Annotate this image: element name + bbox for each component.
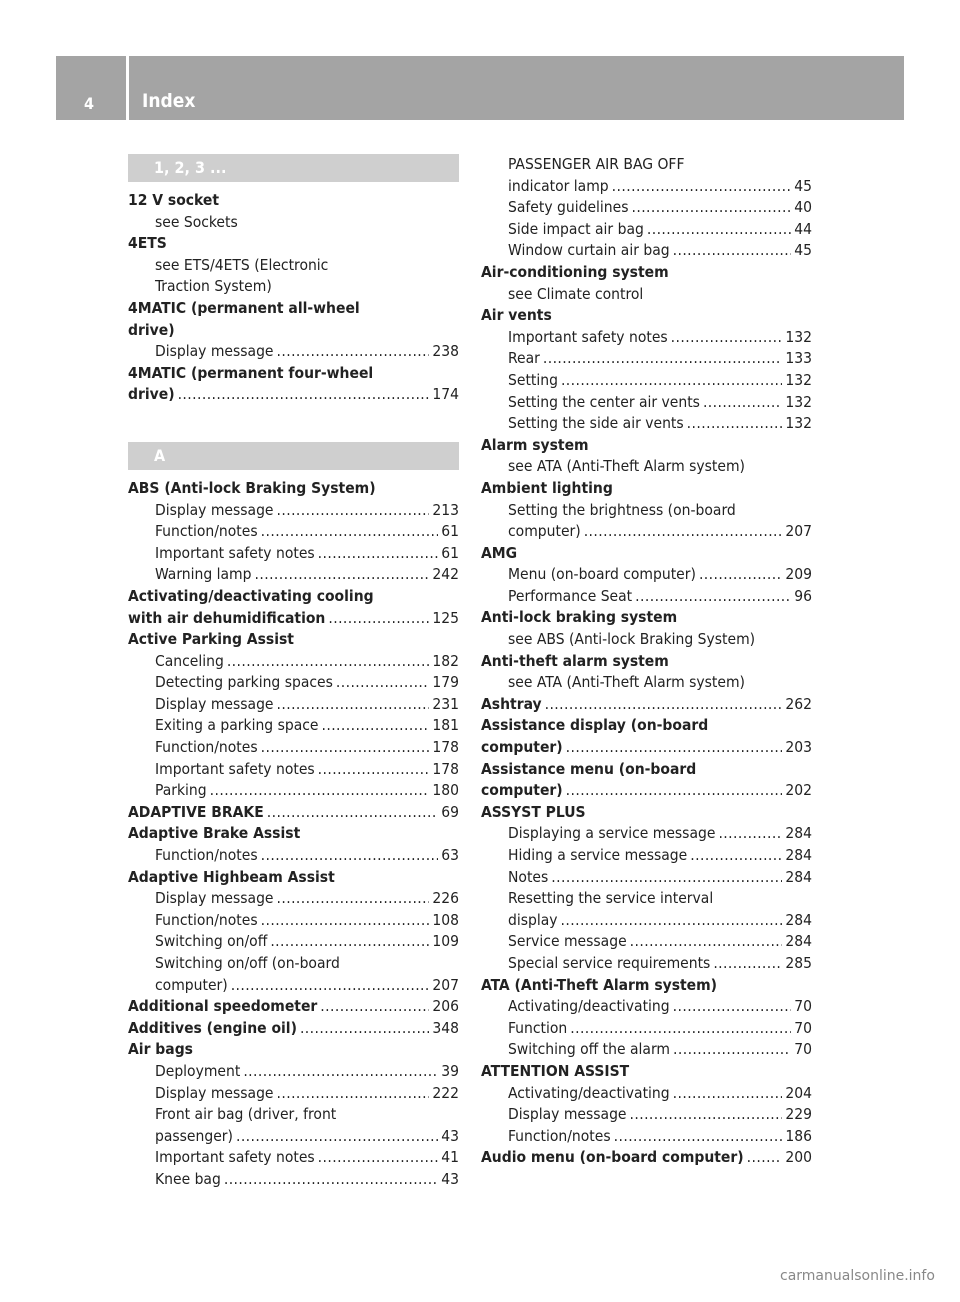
dot-leader (551, 867, 782, 889)
index-subentry[interactable] (481, 1126, 812, 1148)
index-subentry[interactable] (128, 341, 459, 363)
dot-leader (673, 1083, 783, 1105)
index-subentry[interactable] (481, 1039, 812, 1061)
dot-leader (277, 341, 430, 363)
page-reference[interactable]: 207 (785, 522, 812, 541)
index-entry[interactable] (481, 1147, 812, 1169)
dot-leader (673, 1039, 791, 1061)
page-reference[interactable]: 204 (785, 1083, 812, 1102)
entry-label: Performance Seat (508, 586, 633, 605)
dot-leader (630, 1104, 783, 1126)
page-reference[interactable]: 180 (432, 781, 459, 800)
entry-label: indicator lamp (508, 176, 609, 195)
page-reference[interactable]: 242 (432, 565, 459, 584)
entry-label: Audio menu (on-board computer) (481, 1148, 744, 1167)
entry-label: Activating/deactivating (508, 1083, 670, 1102)
index-subentry: Traction System) (155, 277, 272, 296)
dot-leader (690, 845, 782, 867)
index-subentry[interactable] (128, 715, 459, 737)
page-reference[interactable]: 178 (432, 738, 459, 757)
entry-label: Exiting a parking space (155, 716, 319, 735)
dot-leader (699, 564, 782, 586)
index-subentry: Setting the brightness (on-board (508, 500, 736, 519)
page-reference[interactable]: 284 (785, 867, 812, 886)
dot-leader (671, 327, 783, 349)
dot-leader (631, 197, 791, 219)
page-reference[interactable]: 203 (785, 738, 812, 757)
page-reference[interactable]: 200 (785, 1148, 812, 1167)
entry-label: Detecting parking spaces (155, 673, 333, 692)
index-entry[interactable] (128, 996, 459, 1018)
index-entry: ASSYST PLUS (481, 802, 586, 821)
page-reference[interactable]: 70 (794, 997, 812, 1016)
index-subentry[interactable] (128, 651, 459, 673)
entry-label: Display message (155, 500, 274, 519)
page-reference[interactable]: 213 (432, 500, 459, 519)
index-subentry: see ATA (Anti-Theft Alarm system) (508, 673, 745, 692)
entry-label: computer) (508, 522, 581, 541)
index-subentry[interactable] (128, 564, 459, 586)
page-reference[interactable]: 109 (432, 932, 459, 951)
page-header (56, 56, 904, 120)
index-subentry[interactable] (481, 370, 812, 392)
index-subentry: Resetting the service interval (508, 889, 714, 908)
index-subentry[interactable] (128, 543, 459, 565)
index-entry: 4MATIC (permanent four-wheel (128, 363, 374, 382)
entry-label: Function (508, 1018, 568, 1037)
entry-label: Side impact air bag (508, 219, 644, 238)
dot-leader (318, 1147, 439, 1169)
index-subentry[interactable] (128, 1147, 459, 1169)
index-subentry[interactable] (481, 240, 812, 262)
entry-label: Displaying a service message (508, 824, 716, 843)
page-reference[interactable]: 132 (785, 327, 812, 346)
index-column-left (128, 154, 459, 1191)
entry-label: Function/notes (508, 1126, 611, 1145)
index-entry: Alarm system (481, 435, 589, 454)
index-subentry[interactable] (128, 737, 459, 759)
page-reference[interactable]: 44 (794, 219, 812, 238)
dot-leader (570, 1018, 791, 1040)
page-reference[interactable]: 285 (785, 953, 812, 972)
entry-label: Notes (508, 867, 549, 886)
dot-leader (231, 975, 430, 997)
entry-label: ADAPTIVE BRAKE (128, 802, 264, 821)
index-subentry[interactable] (481, 931, 812, 953)
index-entry: 4MATIC (permanent all-wheel (128, 298, 360, 317)
entry-label: Function/notes (155, 522, 258, 541)
dot-leader (703, 392, 782, 414)
index-entry[interactable] (481, 737, 812, 759)
entry-label: Parking (155, 781, 207, 800)
entry-label: Switching off the alarm (508, 1040, 670, 1059)
index-entry: Adaptive Highbeam Assist (128, 867, 335, 886)
page-reference[interactable]: 63 (441, 846, 459, 865)
index-entry[interactable] (128, 608, 459, 630)
page-reference[interactable]: 229 (785, 1105, 812, 1124)
dot-leader (261, 521, 439, 543)
dot-leader (321, 715, 429, 737)
entry-label: Canceling (155, 651, 224, 670)
index-entry: Ambient lighting (481, 478, 613, 497)
index-subentry[interactable] (481, 392, 812, 414)
entry-label: Rear (508, 349, 540, 368)
page-number: 4 (84, 94, 95, 113)
page-reference[interactable]: 284 (785, 846, 812, 864)
index-subentry[interactable] (481, 564, 812, 586)
entry-label: Setting the center air vents (508, 392, 700, 411)
index-subentry[interactable] (481, 327, 812, 349)
dot-leader (318, 543, 439, 565)
entry-label: Function/notes (155, 846, 258, 865)
entry-label: Hiding a service message (508, 846, 688, 864)
index-entry: Assistance menu (on-board (481, 759, 697, 778)
dot-leader (561, 910, 783, 932)
page-reference[interactable]: 40 (794, 198, 812, 217)
dot-leader (566, 737, 783, 759)
index-entry: Anti-theft alarm system (481, 651, 669, 670)
watermark: carmanualsonline.info (780, 1268, 935, 1284)
index-subentry[interactable] (481, 867, 812, 889)
dot-leader (718, 823, 782, 845)
dot-leader (224, 1169, 438, 1191)
page-reference[interactable]: 284 (785, 824, 812, 843)
index-subentry[interactable] (481, 176, 812, 198)
index-subentry[interactable] (481, 996, 812, 1018)
index-subentry[interactable] (481, 1104, 812, 1126)
entry-label: Window curtain air bag (508, 241, 670, 260)
dot-leader (673, 240, 792, 262)
index-entry: ABS (Anti-lock Braking System) (128, 478, 376, 497)
page-reference[interactable]: 231 (432, 694, 459, 713)
page-reference[interactable]: 132 (785, 370, 812, 389)
index-subentry[interactable] (481, 953, 812, 975)
index-subentry[interactable] (128, 1169, 459, 1191)
index-subentry[interactable] (128, 694, 459, 716)
page-reference[interactable]: 348 (432, 1018, 459, 1037)
index-subentry[interactable] (481, 521, 812, 543)
entry-label: Function/notes (155, 910, 258, 929)
section-header: A (128, 442, 459, 470)
entry-label: Activating/deactivating (508, 997, 670, 1016)
index-subentry[interactable] (481, 219, 812, 241)
page-reference[interactable]: 238 (432, 342, 459, 361)
page-reference[interactable]: 284 (785, 932, 812, 951)
dot-leader (673, 996, 792, 1018)
index-subentry: see ETS/4ETS (Electronic (155, 255, 329, 274)
page-reference[interactable]: 96 (794, 586, 812, 605)
index-subentry[interactable] (128, 500, 459, 522)
entry-label: Setting (508, 370, 558, 389)
index-entry: drive) (128, 320, 175, 339)
index-entry[interactable] (481, 780, 812, 802)
entry-label: Safety guidelines (508, 198, 629, 217)
entry-label: Display message (155, 889, 274, 908)
index-subentry[interactable] (128, 888, 459, 910)
page-reference[interactable]: 41 (441, 1148, 459, 1167)
index-subentry[interactable] (481, 348, 812, 370)
page-reference[interactable]: 39 (441, 1061, 459, 1080)
page-reference[interactable]: 186 (785, 1126, 812, 1145)
index-subentry: see Climate control (508, 284, 644, 303)
page-title: Index (142, 90, 196, 112)
index-subentry[interactable] (128, 521, 459, 543)
page-reference[interactable]: 132 (785, 414, 812, 433)
dot-leader (687, 413, 783, 435)
header-divider (126, 56, 129, 120)
dot-leader (630, 931, 783, 953)
index-subentry[interactable] (128, 931, 459, 953)
dot-leader (713, 953, 782, 975)
index-entry[interactable] (128, 384, 459, 406)
index-subentry: see ABS (Anti-lock Braking System) (508, 630, 756, 649)
entry-label: computer) (155, 975, 228, 994)
page-reference[interactable]: 45 (794, 176, 812, 195)
index-subentry[interactable] (481, 413, 812, 435)
dot-leader (277, 888, 430, 910)
dot-leader (561, 370, 782, 392)
index-entry: 4ETS (128, 234, 167, 253)
dot-leader (243, 1061, 438, 1083)
page-reference[interactable]: 43 (441, 1169, 459, 1188)
index-subentry[interactable] (128, 910, 459, 932)
page-reference[interactable]: 70 (794, 1018, 812, 1037)
dot-leader (255, 564, 430, 586)
dot-leader (261, 737, 430, 759)
index-entry: Assistance display (on-board (481, 716, 709, 735)
index-entry: Air-conditioning system (481, 262, 669, 281)
page-reference[interactable]: 70 (794, 1040, 812, 1059)
dot-leader (210, 780, 430, 802)
entry-label: Menu (on-board computer) (508, 565, 696, 584)
dot-leader (261, 910, 430, 932)
page-reference[interactable]: 45 (794, 241, 812, 260)
entry-label: Display message (155, 1083, 274, 1102)
page-reference[interactable]: 206 (432, 997, 459, 1016)
page-reference[interactable]: 61 (441, 543, 459, 562)
dot-leader (267, 802, 439, 824)
index-subentry[interactable] (481, 1018, 812, 1040)
entry-label: Service message (508, 932, 627, 951)
dot-leader (277, 1083, 430, 1105)
page-reference[interactable]: 226 (432, 889, 459, 908)
index-entry: 12 V socket (128, 191, 220, 209)
dot-leader (270, 931, 429, 953)
dot-leader (277, 694, 430, 716)
page-reference[interactable]: 132 (785, 392, 812, 411)
index-entry: Active Parking Assist (128, 630, 294, 649)
index-subentry[interactable] (128, 672, 459, 694)
index-subentry[interactable] (481, 845, 812, 867)
page-reference[interactable]: 182 (432, 651, 459, 670)
index-subentry[interactable] (128, 1061, 459, 1083)
section-header: 1, 2, 3 ... (128, 154, 459, 182)
index-entry[interactable] (128, 802, 459, 824)
entry-label: Display message (155, 342, 274, 361)
entry-label: Display message (508, 1105, 627, 1124)
entry-label: Setting the side air vents (508, 414, 684, 433)
index-entry: Air bags (128, 1040, 193, 1059)
index-subentry[interactable] (128, 1126, 459, 1148)
page-reference[interactable]: 174 (432, 385, 459, 404)
index-subentry[interactable] (128, 1083, 459, 1105)
page-reference[interactable]: 222 (432, 1083, 459, 1102)
entry-label: computer) (481, 738, 563, 757)
page-reference[interactable]: 207 (432, 975, 459, 994)
dot-leader (566, 780, 783, 802)
dot-leader (647, 219, 791, 241)
entry-label: Display message (155, 694, 274, 713)
entry-label: Important safety notes (155, 1148, 315, 1167)
index-subentry[interactable] (481, 823, 812, 845)
dot-leader (614, 1126, 783, 1148)
index-subentry: Front air bag (driver, front (155, 1105, 337, 1124)
entry-label: Warning lamp (155, 565, 252, 584)
entry-label: Switching on/off (155, 932, 268, 951)
page-reference[interactable]: 284 (785, 910, 812, 929)
dot-leader (178, 384, 430, 406)
page-reference[interactable]: 179 (432, 673, 459, 692)
entry-label: display (508, 910, 558, 929)
entry-label: passenger) (155, 1126, 233, 1145)
dot-leader (277, 500, 430, 522)
index-subentry[interactable] (128, 759, 459, 781)
index-subentry[interactable] (128, 845, 459, 867)
index-subentry[interactable] (481, 1083, 812, 1105)
index-subentry[interactable] (481, 197, 812, 219)
index-subentry[interactable] (481, 910, 812, 932)
page-reference[interactable]: 209 (785, 565, 812, 584)
page-reference[interactable]: 181 (432, 716, 459, 735)
dot-leader (336, 672, 429, 694)
page-reference[interactable]: 61 (441, 522, 459, 541)
dot-leader (584, 521, 783, 543)
dot-leader (545, 694, 783, 716)
index-entry[interactable] (128, 1018, 459, 1040)
dot-leader (747, 1147, 783, 1169)
entry-label: with air dehumidification (128, 608, 326, 627)
index-column-right (481, 154, 812, 1169)
page-reference[interactable]: 202 (785, 781, 812, 800)
index-subentry[interactable] (481, 586, 812, 608)
index-entry: Adaptive Brake Assist (128, 824, 301, 843)
entry-label: Additives (engine oil) (128, 1018, 297, 1037)
dot-leader (328, 608, 429, 630)
index-entry: AMG (481, 543, 518, 562)
entry-label: Important safety notes (508, 327, 668, 346)
dot-leader (320, 996, 429, 1018)
entry-label: Special service requirements (508, 953, 711, 972)
entry-label: Important safety notes (155, 759, 315, 778)
entry-label: Knee bag (155, 1169, 221, 1188)
dot-leader (543, 348, 783, 370)
dot-leader (612, 176, 792, 198)
entry-label: drive) (128, 385, 175, 404)
page-reference[interactable]: 43 (441, 1126, 459, 1145)
entry-label: computer) (481, 781, 563, 800)
page-reference[interactable]: 133 (785, 349, 812, 368)
entry-label: Important safety notes (155, 543, 315, 562)
index-subentry: Switching on/off (on-board (155, 954, 340, 972)
entry-label: Function/notes (155, 738, 258, 757)
index-entry: Activating/deactivating cooling (128, 586, 374, 605)
index-entry: ATTENTION ASSIST (481, 1061, 630, 1080)
dot-leader (236, 1126, 438, 1148)
dot-leader (300, 1018, 429, 1040)
entry-label: Deployment (155, 1061, 241, 1080)
page-reference[interactable]: 69 (441, 802, 459, 821)
index-entry: ATA (Anti-Theft Alarm system) (481, 975, 718, 994)
index-entry[interactable] (481, 694, 812, 716)
entry-label: Ashtray (481, 694, 542, 713)
page-reference[interactable]: 125 (432, 608, 459, 627)
dot-leader (318, 759, 430, 781)
index-subentry: PASSENGER AIR BAG OFF (508, 155, 685, 173)
dot-leader (227, 651, 430, 673)
dot-leader (261, 845, 439, 867)
index-subentry[interactable] (128, 975, 459, 997)
entry-label: Additional speedometer (128, 997, 318, 1016)
index-subentry[interactable] (128, 780, 459, 802)
index-subentry: see Sockets (155, 212, 238, 231)
page-reference[interactable]: 108 (432, 910, 459, 929)
index-entry: Air vents (481, 306, 552, 325)
index-entry: Anti-lock braking system (481, 608, 678, 627)
index-subentry: see ATA (Anti-Theft Alarm system) (508, 457, 745, 476)
page-reference[interactable]: 178 (432, 759, 459, 778)
dot-leader (635, 586, 791, 608)
page-reference[interactable]: 262 (785, 694, 812, 713)
